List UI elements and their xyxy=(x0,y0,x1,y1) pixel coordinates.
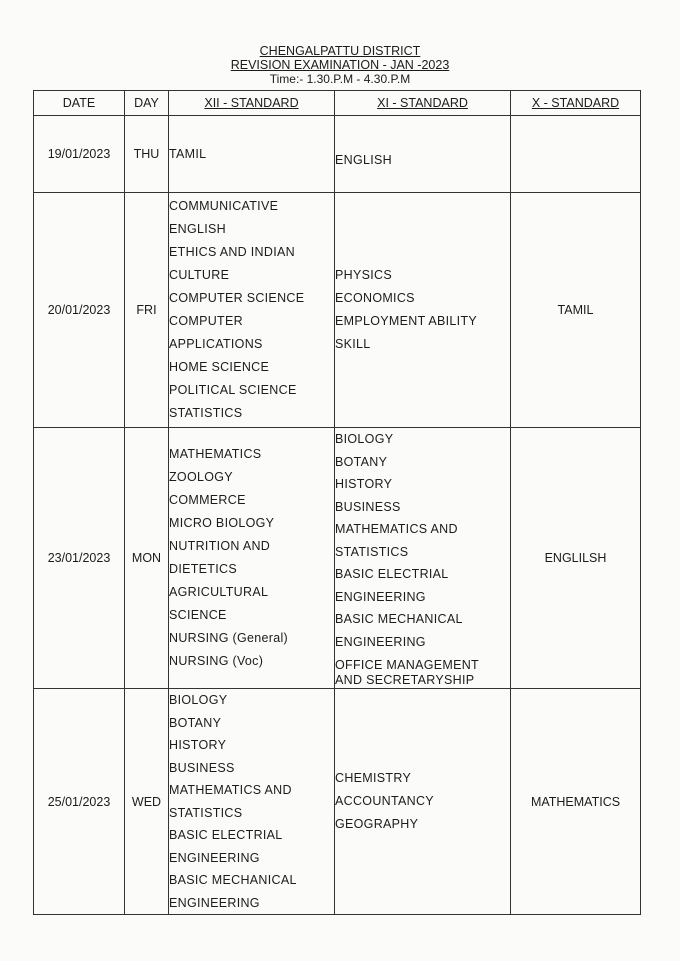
day-cell: WED xyxy=(125,689,169,915)
subject-item: NURSING (Voc) xyxy=(169,654,264,668)
date-cell: 19/01/2023 xyxy=(34,116,125,193)
subject-item: NUTRITION AND xyxy=(169,539,271,553)
subject-item: NURSING (General) xyxy=(169,631,289,645)
subject-item: ETHICS AND INDIAN xyxy=(169,245,295,259)
table-header-row xyxy=(34,91,641,116)
subject-item: AND SECRETARYSHIP xyxy=(335,673,475,687)
day-cell: MON xyxy=(125,428,169,689)
subject-item: POLITICAL SCIENCE xyxy=(169,383,297,397)
subject-item: BIOLOGY xyxy=(169,693,228,707)
subject-item: BUSINESS xyxy=(335,499,401,514)
subject-item: BOTANY xyxy=(169,715,222,730)
subject-item: APPLICATIONS xyxy=(169,337,263,351)
subject-item: BASIC ELECTRIAL xyxy=(169,828,283,842)
subject-item: HISTORY xyxy=(335,477,393,491)
subject-item: MICRO BIOLOGY xyxy=(169,516,275,530)
day-cell: FRI xyxy=(125,193,169,428)
subject-item: HOME SCIENCE xyxy=(169,360,270,374)
date-cell: 23/01/2023 xyxy=(34,428,125,689)
date-cell: 20/01/2023 xyxy=(34,193,125,428)
subject-item: BASIC ELECTRIAL xyxy=(335,567,449,581)
subject-item: ENGLISH xyxy=(169,222,226,236)
subject-item: MATHEMATICS xyxy=(169,447,262,461)
subject-item: CHEMISTRY xyxy=(335,771,412,785)
subject-item: SKILL xyxy=(335,337,371,351)
subject-item: MATHEMATICS AND xyxy=(169,783,292,797)
x-subject-cell: ENGLILSH xyxy=(511,428,641,689)
subject-item: AGRICULTURAL xyxy=(169,585,269,599)
x-subject-cell: TAMIL xyxy=(511,193,641,428)
subject-item: GEOGRAPHY xyxy=(335,817,419,831)
subject-item: BASIC MECHANICAL xyxy=(335,612,463,626)
xi-subjects-cell xyxy=(335,116,511,193)
subject-item: BIOLOGY xyxy=(335,432,394,446)
date-cell: 25/01/2023 xyxy=(34,689,125,915)
exam-title: REVISION EXAMINATION - JAN -2023 xyxy=(230,58,450,72)
subject-item: MATHEMATICS AND xyxy=(335,522,458,536)
subject-item: TAMIL xyxy=(169,146,207,161)
subject-item: STATISTICS xyxy=(169,406,243,420)
subject-item: BASIC MECHANICAL xyxy=(169,873,297,887)
subject-item: CULTURE xyxy=(169,268,230,282)
xi-subjects-cell xyxy=(335,689,511,915)
subject-item: ENGINEERING xyxy=(169,850,260,865)
subject-item: HISTORY xyxy=(169,738,227,752)
table-row xyxy=(34,116,641,193)
day-cell: THU xyxy=(125,116,169,193)
xii-subjects-cell xyxy=(169,116,335,193)
table-row xyxy=(34,689,641,915)
subject-item: ECONOMICS xyxy=(335,291,415,305)
subject-item: ENGINEERING xyxy=(169,895,260,910)
subject-item: PHYSICS xyxy=(335,268,392,282)
subject-item: BOTANY xyxy=(335,454,388,469)
subject-item: ENGLISH xyxy=(335,152,392,167)
xii-subjects-cell xyxy=(169,193,335,428)
subject-item: ZOOLOGY xyxy=(169,470,233,484)
col-header-x: X - STANDARD xyxy=(511,91,641,116)
subject-item: SCIENCE xyxy=(169,608,227,622)
subject-item: COMPUTER xyxy=(169,314,243,328)
col-header-xi: XI - STANDARD xyxy=(335,91,511,116)
subject-item: OFFICE MANAGEMENT xyxy=(335,658,479,672)
subject-item: STATISTICS xyxy=(169,805,243,820)
district-title: CHENGALPATTU DISTRICT xyxy=(259,44,421,58)
subject-item: COMMUNICATIVE xyxy=(169,199,279,213)
col-header-day: DAY xyxy=(125,91,169,116)
table-row xyxy=(34,428,641,689)
subject-item: ACCOUNTANCY xyxy=(335,794,434,808)
document-header xyxy=(0,44,680,86)
exam-timetable xyxy=(33,90,641,915)
xi-subjects-cell xyxy=(335,193,511,428)
subject-item: STATISTICS xyxy=(335,544,409,559)
table-row xyxy=(34,193,641,428)
x-subject-cell xyxy=(511,116,641,193)
col-header-xii: XII - STANDARD xyxy=(169,91,335,116)
xii-subjects-cell xyxy=(169,689,335,915)
subject-item: COMMERCE xyxy=(169,493,246,507)
xi-subjects-cell xyxy=(335,428,511,689)
subject-item: COMPUTER SCIENCE xyxy=(169,291,305,305)
subject-item: DIETETICS xyxy=(169,562,237,576)
xii-subjects-cell xyxy=(169,428,335,689)
subject-item: ENGINEERING xyxy=(335,589,426,604)
exam-time: Time:- 1.30.P.M - 4.30.P.M xyxy=(269,72,411,86)
subject-item: ENGINEERING xyxy=(335,634,426,649)
col-header-date: DATE xyxy=(34,91,125,116)
subject-item: BUSINESS xyxy=(169,760,235,775)
x-subject-cell: MATHEMATICS xyxy=(511,689,641,915)
subject-item: EMPLOYMENT ABILITY xyxy=(335,314,478,328)
